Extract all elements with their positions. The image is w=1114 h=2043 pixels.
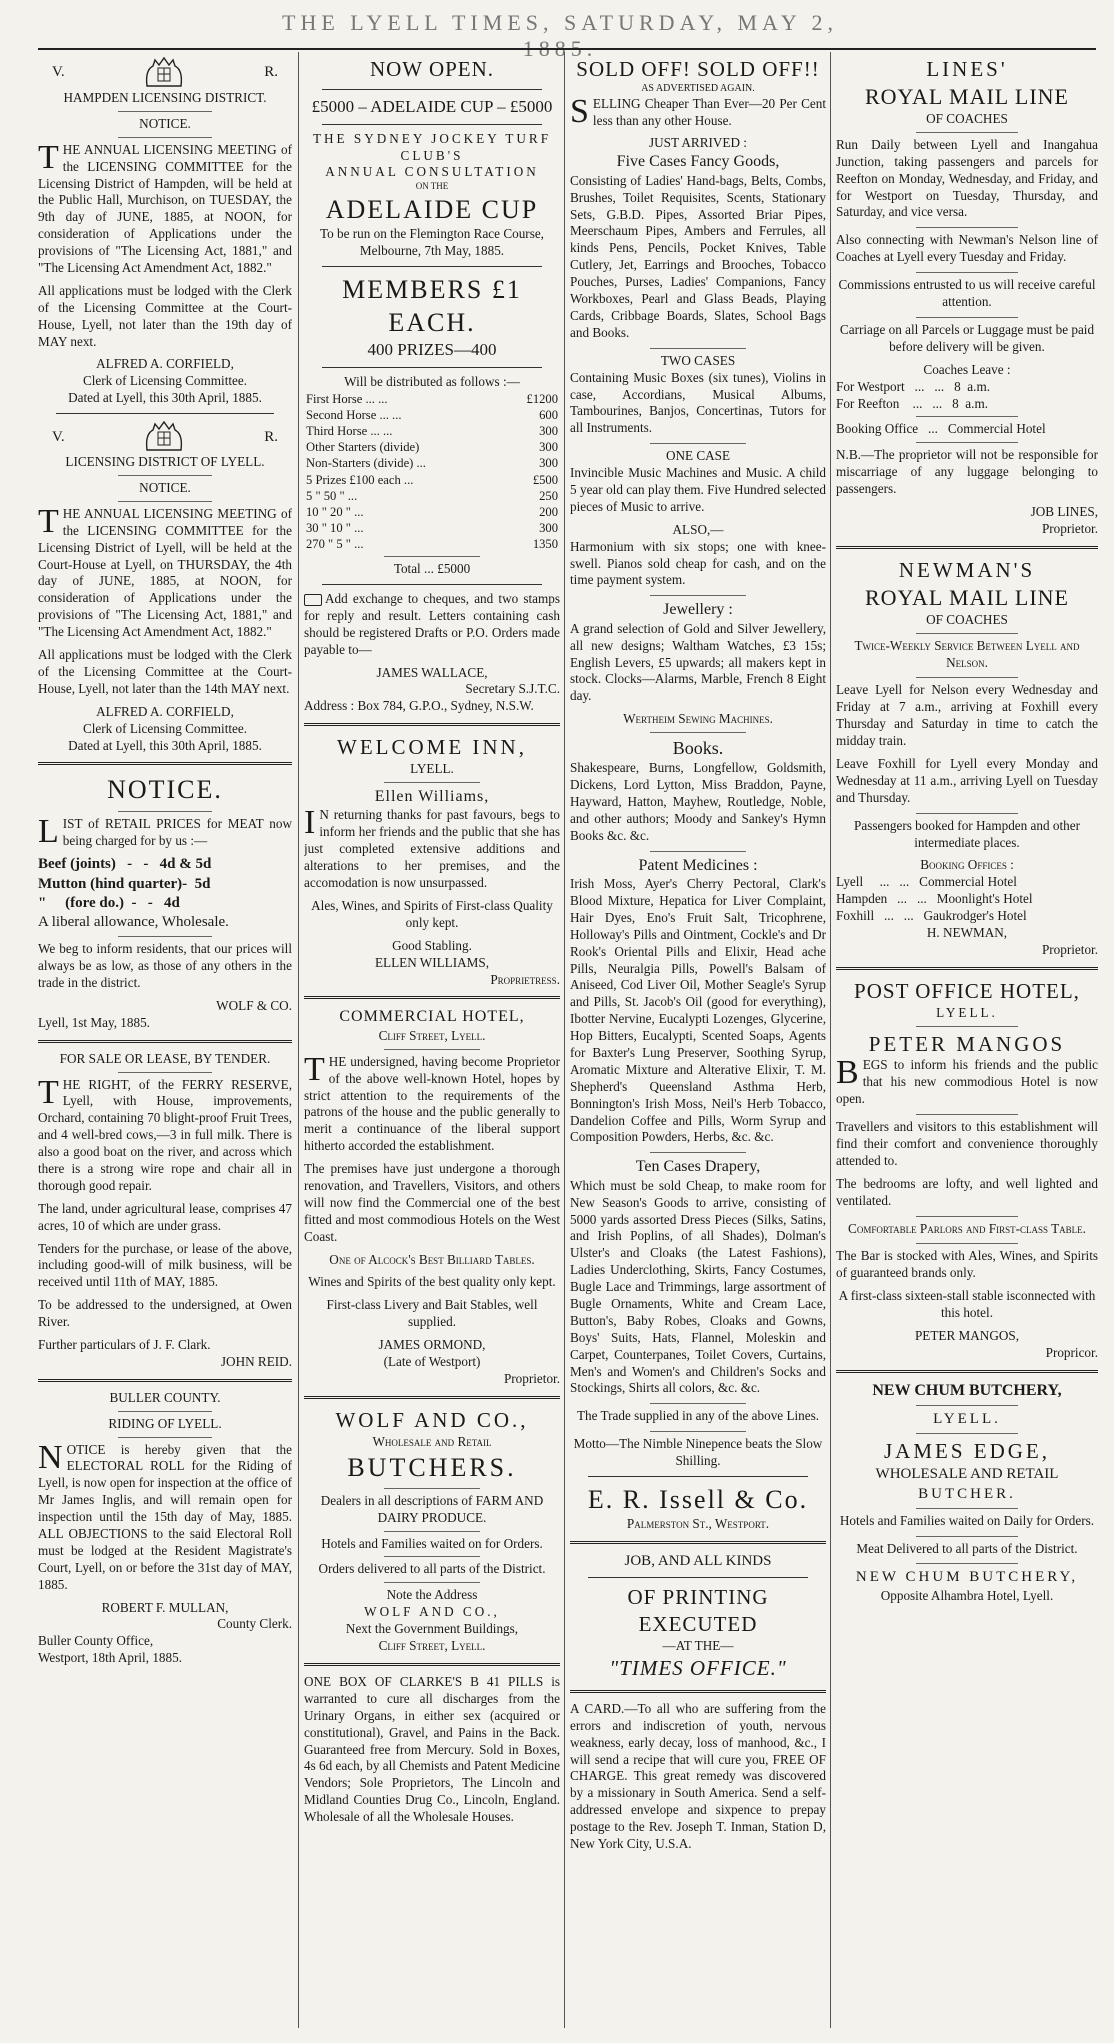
buller-signature-title: County Clerk. [217,1616,292,1632]
books: Books. [672,738,724,759]
wolf-orders: Orders delivered to all parts of the District. [318,1561,546,1577]
commissions: Commissions entrusted to us will receive careful attention. [838,277,1096,310]
post-office-hotel: POST OFFICE HOTEL, [854,978,1080,1003]
office-lyell: Lyell ... ... Commercial Hotel [836,874,1017,890]
run-daily: Run Daily between Lyell and Inangahua Junction, taking passengers and parcels for Reefton on Monday, Wednesday, and Friday, and for Westport on Tuesday, Thursday, and Saturday, and vice versa. [836,136,1098,220]
prize-label: Other Starters (divide) [306,440,420,455]
welcome-place: LYELL. [410,761,454,777]
wertheim: Wertheim Sewing Machines. [623,711,773,727]
masthead: THE LYELL TIMES, SATURDAY, MAY 2, 1885. [282,10,838,61]
lyell-dated: Dated at Lyell, this 30th April, 1885. [68,737,262,753]
electoral-roll-body: NOTICE is hereby given that the ELECTORAL ROLL for the Riding of Lyell, is now open for inspection at the office of Mr James Inglis, and will remain open for inspection until the 15th day of May, 1885. ALL OBJECTIONS to the said Electoral Roll must be lodged at the Resident Magistrate's Court, Lyell, on or before the 31st day of MAY, 1885. [38,1438,292,1592]
price-mutton-fore: " (fore do.) - - 4d [38,894,180,911]
one-case: ONE CASE [665,448,731,464]
newman-coaches: OF COACHES [926,611,1008,627]
ferry-signature: JOHN REID. [220,1353,292,1369]
billiard-tables: One of Alcock's Best Billiard Tables. [329,1251,535,1267]
mangos-travellers: Travellers and visitors to this establishment will find their comfort and convenience thoroughly attended to. [836,1119,1098,1168]
crest-v: V. [52,64,65,81]
crest-v: V. [52,428,65,445]
office-foxhill: Foxhill ... ... Gaukrodger's Hotel [836,908,1027,924]
sold-off: SOLD OFF! SOLD OFF!! [576,57,820,81]
buller-signature: ROBERT F. MULLAN, [101,1599,229,1615]
advertised-again: AS ADVERTISED AGAIN. [641,82,755,94]
buller-office: Buller County Office, [38,1633,154,1649]
jewellery-body: A grand selection of Gold and Silver Jewellery, all new designs; Waltham Watches, £3 15s; English Levers, £5 upwards; all makers kept in stock. Clocks—Alarms, Marble, French 8 Eight day. [570,620,826,704]
leave-reefton: For Reefton ... ... 8 a.m. [836,395,989,411]
ferry-body-2: The land, under agricultural lease, comprises 47 acres, 10 of which are under grass. [38,1200,292,1233]
column-rule [298,52,299,2028]
mangos-parlors: Comfortable Parlors and First-class Table. [848,1220,1086,1236]
five-cases: Five Cases Fancy Goods, [616,153,780,171]
notice-title: NOTICE. [107,775,223,805]
prize-row [304,504,560,520]
adelaide-cup: ADELAIDE CUP [325,194,539,224]
prize-value: 600 [539,408,558,423]
ten-cases-body: Which must be sold Cheap, to make room for New Season's Goods to arrive, consisting of 5000 yards assorted Dress Pieces (Silks, Satins, and Irish Poplins, of all Shades), Dolman's Ulster's and Cloaks (the Latest Fashions), Ladies Underclothing, Skirts, Fancy Costumes, Bugle Lace and Trimmings, large assortment of Bugle Ornaments, White and Cream Lace, Button's, Baby Robes, Cloaks and Gowns, Boys' Suits, Hats, Flannel, Moleskin and Carpet, Counterpanes, Toilet Covers, Curtains, Men's and Women's and Children's Socks and Stockings, Shirts all colors, &c. &c. [570,1177,826,1396]
newman-signature: H. NEWMAN, [926,925,1008,941]
farm-produce: Dealers in all descriptions of FARM AND DAIRY PRODUCE. [320,1492,544,1525]
just-arrived: JUST ARRIVED : [649,135,747,151]
ferry-body-4: To be addressed to the undersigned, at Owen River. [38,1297,292,1330]
prize-value: 250 [539,488,558,503]
hampden-dated: Dated at Lyell, this 30th April, 1885. [68,390,262,406]
new-chum-butchery-2: NEW CHUM BUTCHERY, [855,1569,1079,1586]
mangos-body: BEGS to inform his friends and the public that his new commodious Hotel is now open. [836,1054,1098,1107]
booking-offices: Booking Offices : [920,857,1014,873]
wholesale-retail: WHOLESALE AND RETAIL [875,1466,1059,1483]
wines-spirits: Wines and Spirits of the best quality only kept. [308,1274,556,1290]
members-each: MEMBERS £1 EACH. [342,274,522,338]
peter-mangos: PETER MANGOS [868,1031,1066,1056]
commercial-body: THE undersigned, having become Proprietor of the above well-known Hotel, hopes by strict attention to the requirements of the patrons of the house and the public generally to merit a continuance of the liberal support hitherto accorded the establishment. [304,1050,560,1154]
lyell-notice: NOTICE. [139,480,191,496]
prize-count: 400 PRIZES—400 [367,340,497,360]
column-4 [836,56,1098,2026]
prize-row [304,488,560,504]
notice-dated: Lyell, 1st May, 1885. [38,1014,150,1030]
twice-weekly: Twice-Weekly Service Between Lyell and Nelson. [854,637,1080,670]
annual-consultation: ANNUAL CONSULTATION [325,164,539,180]
welcome-stabling: Good Stabling. [392,937,472,953]
wolf-note: Note the Address [386,1587,478,1603]
mangos-signature-title: Propricor. [1045,1344,1098,1360]
prize-row [304,439,560,455]
prize-row [304,520,560,536]
wolf-next: Next the Government Buildings, [345,1621,519,1637]
prize-row [304,407,560,423]
wolf-hotels: Hotels and Families waited on for Orders. [321,1535,543,1551]
prize-label: 10 " 20 " ... [306,504,364,519]
lines-signature-title: Proprietor. [1041,520,1098,536]
prize-total-label: Total ... [393,561,434,577]
lines-signature: JOB LINES, [1030,503,1098,519]
prize-label: 270 " 5 " ... [306,537,364,552]
wolf-and-co: WOLF AND CO., [335,1407,529,1432]
of-coaches: OF COACHES [926,111,1008,127]
ormond-title: Proprietor. [503,1370,560,1386]
prize-value: 200 [539,504,558,519]
meat-prices-intro: LIST of RETAIL PRICES for MEAT now being charged for by us :— [38,812,292,850]
on-the: ON THE [415,181,449,192]
prize-label: Second Horse ... ... [306,408,402,423]
post-office-lyell: LYELL. [936,1004,998,1020]
wolf-name: WOLF AND CO., [364,1604,500,1620]
prize-table [304,391,560,552]
trade-supplied: The Trade supplied in any of the above Lines. [576,1408,820,1424]
patent-body: Irish Moss, Ayer's Cherry Pectoral, Clark's Blood Mixture, Hepatica for Liver Complaint, Hair Dyes, Eno's Fruit Salt, Tricophrene, Holloway's Pills and Ointment, Cockle's and Dr Rook's Oriental Pills and Elixir, Head ache Pills, Neuralgia Pills, Powell's Balsam of Aniseed, Cod Liver Oil, Mother Seagle's Syrup and Pills, St. Jacob's Oil (good for everything), Ibotter Nervine, Eucalypti Lozenges, Glycerine, Hop Bitters, Eucalypti, Scented Soaps, Agents for Baxter's Lung Preserver, Soothing Syrup, Aromatic Mixture and Alterative Elixir, T. M. Shepherd's Queensland Asthma Herb, Bonnington's Irish Moss, Neil's Herb Tobacco, Dandelion Coffee and Pills, Worm Syrup and Composition Powders, Herbs, &c. &c. [570,876,826,1145]
prize-label: 5 Prizes £100 each ... [306,472,414,487]
office-hampden: Hampden ... ... Moonlight's Hotel [836,891,1033,907]
issell-address: Palmerston St., Westport. [626,1516,770,1532]
new-chum-lyell: LYELL. [933,1411,1001,1428]
crest-r: R. [264,428,278,445]
prize-row [304,391,560,407]
leave-westport: For Westport ... ... 8 a.m. [836,378,991,394]
royal-arms-icon [141,56,187,90]
buller-dated: Westport, 18th April, 1885. [38,1650,182,1666]
welcome-inn: WELCOME INN, [337,735,527,760]
price-mutton-hind: Mutton (hind quarter)- 5d [38,875,211,892]
prize-value: 1350 [532,537,558,552]
wallace-address: Address : Box 784, G.P.O., Sydney, N.S.W. [304,698,534,714]
royal-crest [38,420,292,454]
prize-row [304,423,560,439]
lyell-title: LICENSING DISTRICT OF LYELL. [65,454,265,470]
mangos-signature: PETER MANGOS, [914,1328,1020,1344]
wolf-subtitle: Wholesale and Retail [372,1433,492,1449]
new-chum-butchery: NEW CHUM BUTCHERY, [872,1381,1062,1399]
prize-row [304,455,560,471]
times-office: "TIMES OFFICE." [609,1656,787,1681]
crest-r: R. [264,64,278,81]
two-cases: TWO CASES [660,352,736,368]
prize-label: First Horse ... ... [306,392,388,407]
at-the: —AT THE— [662,1638,734,1654]
job-printing: JOB, AND ALL KINDS [624,1553,772,1570]
hampden-title: HAMPDEN LICENSING DISTRICT. [63,90,267,105]
newman-royal-mail: ROYAL MAIL LINE [864,584,1069,610]
edge-hotels: Hotels and Families waited on Daily for Orders. [839,1512,1095,1528]
butchers: BUTCHERS. [347,1452,517,1482]
mangos-stable: A first-class sixteen-stall stable isconnected with this hotel. [838,1288,1096,1321]
lyell-signature-title: Clerk of Licensing Committee. [82,720,248,736]
ormond-late: (Late of Westport) [383,1354,481,1369]
nb-responsible: N.B.—The proprietor will not be responsible for miscarriage of any luggage belonging to passengers. [836,447,1098,497]
booking-office: Booking Office ... Commercial Hotel [836,421,1046,437]
wallace-name: JAMES WALLACE, [376,664,488,680]
butcher: BUTCHER. [918,1485,1016,1502]
jewellery: Jewellery : [663,601,733,619]
riding-of-lyell: RIDING OF LYELL. [108,1415,222,1431]
also: ALSO,— [672,521,724,537]
ferry-body-3: Tenders for the purchase, or lease of the above, including good-will of milk business, will be received until 11th of MAY, 1885. [38,1240,292,1290]
prize-value: 300 [539,424,558,439]
welcome-signature: ELLEN WILLIAMS, [374,954,490,970]
commercial-hotel: COMMERCIAL HOTEL, [339,1008,525,1026]
coaches-leave: Coaches Leave : [923,361,1011,377]
newman-signature-title: Proprietor. [1041,941,1098,957]
ten-cases: Ten Cases Drapery, [635,1158,761,1176]
clarke-pills: ONE BOX OF CLARKE'S B 41 PILLS is warranted to cure all discharges from the Urinary Organs, in either sex (acquired or constitutional), Gravel, and Pains in the Back. Guaranteed free from Mercury. Sold in Boxes, 4s 6d each, by all Chemists and Patent Medicine Vendors; Sole Proprietors, The Lincoln and Midland Counties Drug Co., Lincoln, England. Wholesale of all the Wholesale Houses. [304,1673,560,1825]
ormond-name: JAMES ORMOND, [378,1337,486,1353]
patent-medicines: Patent Medicines : [638,856,758,874]
edge-meat: Meat Delivered to all parts of the District. [856,1540,1078,1556]
prize-row [304,472,560,488]
meat-prices-body: We beg to inform residents, that our prices will always be as low, as those of any others in the trade in the district. [38,941,292,990]
prize-total-value: £5000 [437,561,471,577]
hampden-signature-title: Clerk of Licensing Committee. [82,373,248,389]
prize-value: 300 [539,520,558,535]
books-body: Shakespeare, Burns, Longfellow, Goldsmith, Dickens, Lord Lytton, Miss Braddon, Payne, Hayward, Hatton, Mayhew, Routledge, Noble, and other authors; Moody and Sankey's Hymn Books &c. &c. [570,760,826,843]
column-rule [830,52,831,2028]
buller-county: BULLER COUNTY. [109,1389,221,1405]
column-rule [564,52,565,2028]
hampden-body-2: All applications must be lodged with the Clerk of the Licensing Committee at the Court-House, Lyell, not later than the 19th day of MAY next. [38,282,292,349]
passengers-booked: Passengers booked for Hampden and other intermediate places. [854,817,1080,850]
two-cases-body: Containing Music Boxes (six tunes), Violins in case, Accordians, Musical Albums, Tambourines, Banjos, Concertinas, Tutors for all Instruments. [570,369,826,436]
five-cases-body: Consisting of Ladies' Hand-bags, Belts, Combs, Brushes, Toilet Requisites, Scents, Stationary Sets, G.B.D. Pipes, Assorted Briar Pipes, Meerschaum Pipes, Ambers and Ferrules, all kinds Pens, Pencils, Pocket Knives, Table Cutlery, Jet, Earrings and Brooches, Tobacco Pouches, Purses, Ladies' Companions, Fancy Workboxes, Pearl and Glass Beads, Playing Cards, Cribbage Boards, Slates, School Bags and Books. [570,172,826,340]
welcome-body: IN returning thanks for past favours, begs to inform her friends and the public that she has just completed extensive additions and alterations to her premises, and the accomodation is now unsurpassed. [304,804,560,891]
hampden-notice: NOTICE. [139,115,191,131]
royal-crest [38,56,292,90]
livery-stables: First-class Livery and Bait Stables, well supplied. [326,1297,538,1330]
selling-cheaper: SELLING Cheaper Than Ever—20 Per Cent less than any other House. [570,92,826,130]
column-1 [38,56,292,2026]
one-case-body: Invincible Music Machines and Music. A child 5 year old can play them. Five Hundred selected pieces of Music to arrive. [570,465,826,514]
column-2 [304,56,560,2026]
ferry-title: FOR SALE OR LEASE, BY TENDER. [59,1050,271,1066]
prize-label: 30 " 10 " ... [306,520,364,535]
prize-row [304,536,560,552]
lyell-signature: ALFRED A. CORFIELD, [96,703,234,719]
harmonium: Harmonium with six stops; one with knee-swell. Pianos sold cheap for cash, and on the time payment system. [570,538,826,588]
welcome-signature-title: Proprietress. [490,971,560,987]
exchange-note: Add exchange to cheques, and two stamps for reply and result. Letters containing cash should be registered Drafts or P.O. Orders made payable to— [304,591,560,657]
royal-arms-icon [141,420,187,454]
leave-foxhill: Leave Foxhill for Lyell every Monday and Wednesday at 11 a.m., arriving Lyell on Tuesday and Thursday. [836,756,1098,805]
connecting: Also connecting with Newman's Nelson line of Coaches at Lyell every Tuesday and Friday. [836,232,1098,265]
wallace-title: Secretary S.J.T.C. [465,681,560,697]
printing-executed: OF PRINTING EXECUTED [627,1585,769,1637]
leave-lyell: Leave Lyell for Nelson every Wednesday and Friday at 7 a.m., arriving at Foxhill every Thursday and Saturday in time to catch the midday train. [836,682,1098,749]
prize-value: £1200 [526,392,558,407]
prize-label: Non-Starters (divide) ... [306,456,426,471]
column-3 [570,56,826,2026]
race-course: To be run on the Flemington Race Course, Melbourne, 7th May, 1885. [320,226,544,258]
mangos-bedrooms: The bedrooms are lofty, and well lighted and ventilated. [836,1175,1098,1208]
hampden-signature: ALFRED A. CORFIELD, [96,356,234,372]
carriage: Carriage on all Parcels or Luggage must be paid before delivery will be given. [839,321,1095,354]
prize-total [304,561,560,578]
now-open: NOW OPEN. [369,57,495,81]
club-name: THE SYDNEY JOCKEY TURF CLUB'S [312,130,552,163]
prize-label: Third Horse ... ... [306,424,393,439]
motto: Motto—The Nimble Ninepence beats the Slow Shilling. [573,1436,823,1469]
prize-value: £500 [532,472,558,487]
pointing-hand-icon [304,594,322,606]
wholesale-allowance: A liberal allowance, Wholesale. [38,914,229,930]
newmans: NEWMAN'S [898,557,1036,582]
prize-value: 300 [539,456,558,471]
prize-value: 300 [539,440,558,455]
lyell-body-2: All applications must be lodged with the Clerk of the Licensing Committee at the Court-House, Lyell, not later than the 14th MAY next. [38,647,292,696]
issell: E. R. Issell & Co. [587,1485,809,1515]
lines-title: LINES' [926,57,1008,81]
lyell-body: THE ANNUAL LICENSING MEETING of the LICENSING COMMITTEE for the Licensing District of Lyell, will be held at the Court-House at Lyell, on THURSDAY, the 4th day of JUNE, 1885, at NOON, for consideration of Applications under the provisions of "The Licensing Act, 1881," and "The Licensing Act Amendment Act, 1882." [38,502,292,640]
distributed: Will be distributed as follows :— [344,374,520,390]
opposite-alhambra: Opposite Alhambra Hotel, Lyell. [880,1587,1054,1603]
mangos-bar: The Bar is stocked with Ales, Wines, and Spirits of guaranteed brands only. [836,1248,1098,1281]
commercial-place: Cliff Street, Lyell. [378,1027,486,1043]
prize-label: 5 " 50 " ... [306,488,358,503]
royal-mail-line: ROYAL MAIL LINE [864,83,1069,109]
ferry-body: THE RIGHT, of the FERRY RESERVE, Lyell, with House, improvements, Orchard, containing 70 blight-proof Fruit Trees, and 4 well-bred cows,—3 in full milk. There is also a good boat on the river, and across which there is a strong wire rope and chair all in thorough good repair. [38,1073,292,1193]
wolf-signature: WOLF & CO. [216,997,292,1013]
hampden-body: THE ANNUAL LICENSING MEETING of the LICENSING COMMITTEE for the Licensing District of Hampden, will be held at the Public Hall, Murchison, on TUESDAY, the 9th day of JUNE, 1885, at NOON, for consideration of Applications under the provisions of "The Licensing Act, 1881," and "The Licensing Act Amendment Act, 1882." [38,138,292,276]
wolf-street: Cliff Street, Lyell. [378,1638,486,1654]
welcome-ales: Ales, Wines, and Spirits of First-class Quality only kept. [311,897,553,930]
james-edge: JAMES EDGE, [883,1439,1050,1464]
card-advert: A CARD.—To all who are suffering from the errors and indiscretion of youth, nervous weakness, early decay, loss of manhood, &c., I will send a recipe that will cure you, FREE OF CHARGE. This great remedy was discovered by a missionary in South America. Send a self-addressed envelope and sixpence to prepay postage to the Rev. Joseph T. Inman, Station D, New York City, U.S.A. [570,1700,826,1852]
price-beef: Beef (joints) - - 4d & 5d [38,856,212,873]
masthead-rule [38,48,1096,50]
cup-line: £5000 – ADELAIDE CUP – £5000 [311,96,553,116]
ferry-body-5: Further particulars of J. F. Clark. [38,1337,211,1352]
ellen-williams: Ellen Williams, [374,788,490,806]
commercial-body-2: The premises have just undergone a thorough renovation, and Travellers, Visitors, and others will now find the Commercial one of the best fitted and most commodious Hotels on the West Coast. [304,1161,560,1244]
